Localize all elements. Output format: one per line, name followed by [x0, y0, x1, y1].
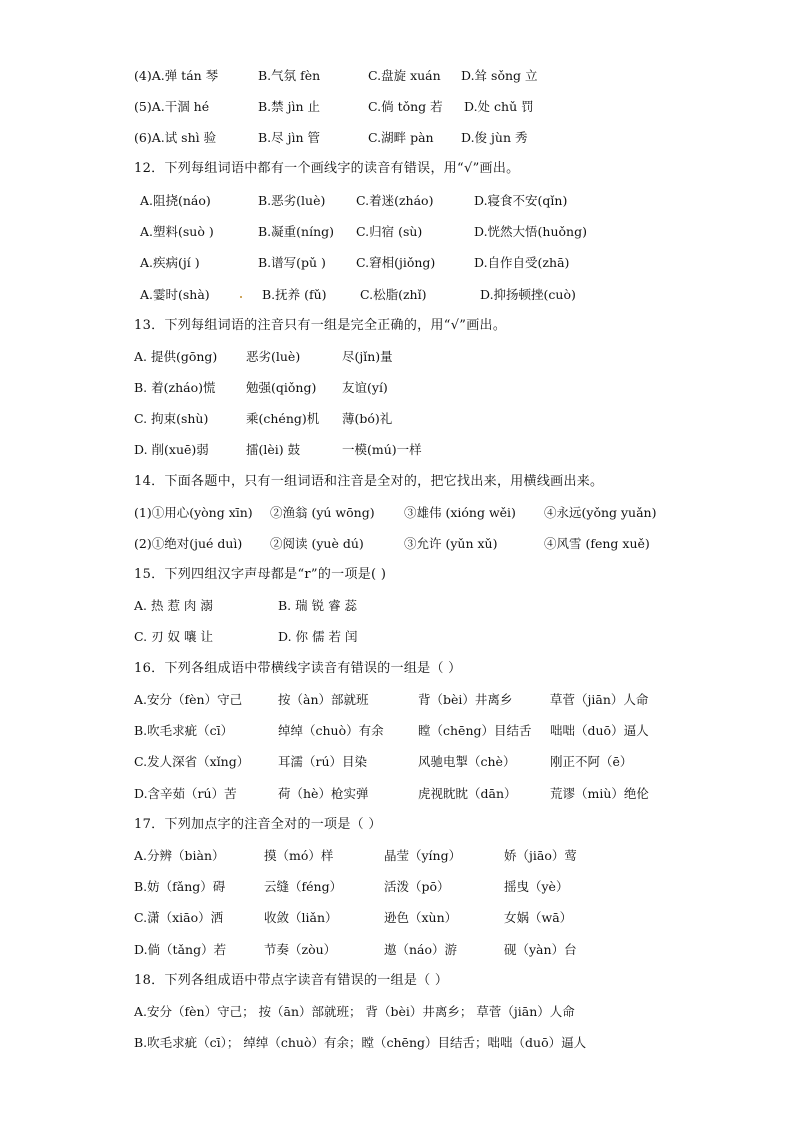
option-text: A. 热 惹 肉 溺 [134, 598, 213, 613]
option-text: C.发人深省（xǐng） [134, 754, 250, 769]
option-text: A.分辨（biàn） [134, 848, 225, 863]
option-text: ②阅读 (yuè dú) [270, 536, 364, 551]
option-text: 一模(mú)一样 [342, 442, 422, 457]
option-text: 活泼（pō） [384, 879, 450, 894]
option-text: D.含辛茹（rú）苦 [134, 786, 237, 801]
option-text: B.禁 jìn 止 [258, 99, 321, 114]
option-text: D.寝食不安(qǐn) [474, 193, 568, 208]
option-text: 节奏（zòu） [264, 942, 337, 957]
option-text: A.疾病(jí ) [140, 255, 200, 270]
option-text: B. 着(zháo)慌 [134, 380, 216, 395]
option-text: 晶莹（yíng） [384, 848, 462, 863]
option-text: D.倘（tǎng）若 [134, 942, 227, 957]
option-text: D. 你 儒 若 闰 [278, 629, 358, 644]
option-text: B.抚养 (fǔ) [262, 287, 327, 302]
option-text: 遨（náo）游 [384, 942, 458, 957]
option-text: 勉强(qiǒng) [246, 380, 317, 395]
option-text: A.安分（fèn）守己 [134, 692, 243, 707]
option-text: 摸（mó）样 [264, 848, 334, 863]
option-text: ②渔翁 (yú wōng) [270, 505, 375, 520]
option-text: 荒谬（miù）绝伦 [550, 786, 649, 801]
option-text: (6)A.试 shì 验 [134, 130, 217, 145]
option-text: C.窘相(jiǒng) [356, 255, 436, 270]
option-text: (5)A.干涸 hé [134, 99, 210, 114]
option-text: A.塑料(suò ) [140, 224, 214, 239]
option-text: 咄咄（duō）逼人 [550, 723, 649, 738]
option-text: B.谱写(pǔ ) [258, 255, 326, 270]
option-text: D.处 chǔ 罚 [464, 99, 534, 114]
heading-text: 18．下列各组成语中带点字读音有错误的一组是（ ） [134, 973, 449, 988]
option-text: D.自作自受(zhā) [474, 255, 570, 270]
option-text: ③允许 (yǔn xǔ) [404, 536, 498, 551]
option-text: (2)①绝对(jué duì) [134, 536, 243, 551]
option-text: 逊色（xùn） [384, 910, 458, 925]
option-text: B.恶劣(luè) [258, 193, 326, 208]
option-text: 薄(bó)礼 [342, 411, 393, 426]
option-text: 友谊(yí) [342, 380, 388, 395]
option-text: C.着迷(zháo) [356, 193, 434, 208]
option-text: C.湖畔 pàn [368, 130, 434, 145]
option-text: 按（àn）部就班 [278, 692, 369, 707]
option-text: C.潇（xiāo）洒 [134, 910, 224, 925]
option-text: 擂(lèi) 鼓 [246, 442, 301, 457]
heading-text: 13．下列每组词语的注音只有一组是完全正确的，用“√”画出。 [134, 318, 507, 333]
option-text: ④风雪 (feng xuě) [544, 536, 650, 551]
option-text: C.归宿 (sù) [356, 224, 423, 239]
option-text: D. 削(xuē)弱 [134, 442, 209, 457]
stray-dot [240, 296, 242, 298]
option-text: 云缝（féng） [264, 879, 343, 894]
option-text: 尽(jǐn)量 [342, 349, 393, 364]
option-text: 荷（hè）枪实弹 [278, 786, 369, 801]
option-text: 收敛（liǎn） [264, 910, 338, 925]
heading-text: 17．下列加点字的注音全对的一项是（ ） [134, 817, 382, 832]
option-text: 风驰电掣（chè） [418, 754, 516, 769]
option-text: B.妨（fǎng）碍 [134, 879, 226, 894]
option-text: C.松脂(zhǐ) [360, 287, 427, 302]
option-text: 绰绰（chuò）有余 [278, 723, 384, 738]
heading-text: 15．下列四组汉字声母都是“r”的一项是( ) [134, 567, 387, 582]
option-text: 瞠（chēng）目结舌 [418, 723, 532, 738]
option-text: 草菅（jiān）人命 [550, 692, 649, 707]
option-text: A.安分（fèn）守己； 按（ān）部就班； 背（bèi）井离乡； 草菅（jiān）人命 [134, 1004, 575, 1019]
option-text: 虎视眈眈（dān） [418, 786, 517, 801]
heading-text: 12．下列每组词语中都有一个画线字的读音有错误，用“√”画出。 [134, 161, 520, 176]
option-text: C. 刃 奴 嚷 让 [134, 629, 213, 644]
option-text: B.尽 jìn 管 [258, 130, 321, 145]
option-text: 娇（jiāo）莺 [504, 848, 577, 863]
option-text: B.吹毛求疵（cī） [134, 723, 234, 738]
option-text: A.阻挠(náo) [140, 193, 211, 208]
option-text: 摇曳（yè） [504, 879, 569, 894]
option-text: 乘(chéng)机 [246, 411, 320, 426]
option-text: (1)①用心(yòng xīn) [134, 505, 253, 520]
option-text: 恶劣(luè) [246, 349, 301, 364]
heading-text: 14．下面各题中，只有一组词语和注音是全对的，把它找出来，用横线画出来。 [134, 474, 604, 489]
option-text: B.凝重(níng) [258, 224, 335, 239]
option-text: A. 提供(gōng) [134, 349, 218, 364]
option-text: C. 拘束(shù) [134, 411, 209, 426]
option-text: 耳濡（rú）目染 [278, 754, 368, 769]
option-text: B. 瑞 锐 睿 蕊 [278, 598, 358, 613]
option-text: C.盘旋 xuán [368, 68, 441, 83]
option-text: A.霎时(shà) [140, 287, 210, 302]
option-text: B.气氛 fèn [258, 68, 321, 83]
option-text: D.恍然大悟(huǒng) [474, 224, 587, 239]
option-text: D.抑扬顿挫(cuò) [480, 287, 576, 302]
option-text: B.吹毛求疵（cī）； 绰绰（chuò）有余；瞠（chēng）目结舌；咄咄（duō）逼人 [134, 1035, 587, 1050]
heading-text: 16．下列各组成语中带横线字读音有错误的一组是（ ） [134, 661, 462, 676]
option-text: D.耸 sǒng 立 [461, 68, 538, 83]
option-text: 砚（yàn）台 [504, 942, 577, 957]
option-text: 女娲（wā） [504, 910, 573, 925]
option-text: C.倘 tǒng 若 [368, 99, 443, 114]
option-text: ④永远(yǒng yuǎn) [544, 505, 657, 520]
option-text: D.俊 jùn 秀 [461, 130, 528, 145]
option-text: 背（bèi）井离乡 [418, 692, 513, 707]
option-text: ③雄伟 (xióng wěi) [404, 505, 516, 520]
option-text: (4)A.弹 tán 琴 [134, 68, 219, 83]
option-text: 刚正不阿（ē） [550, 754, 633, 769]
